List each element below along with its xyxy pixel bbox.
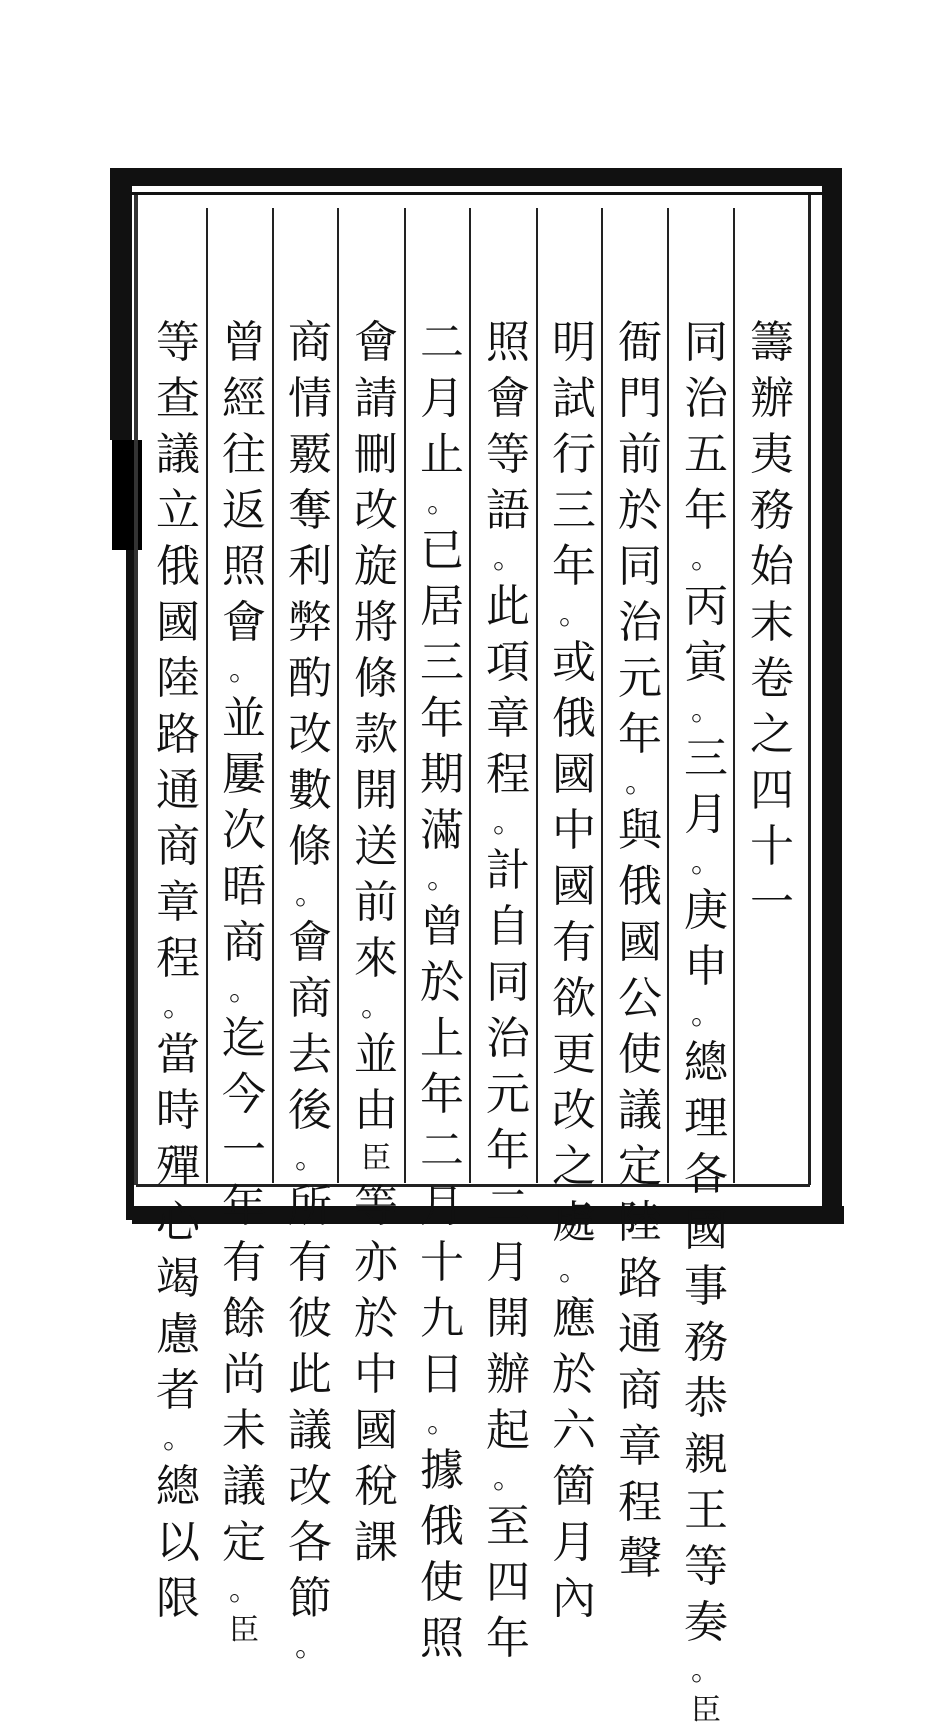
glyph: 行 bbox=[552, 429, 596, 480]
glyph: 。 bbox=[427, 861, 457, 896]
glyph: 。 bbox=[295, 1141, 325, 1176]
text-column bbox=[544, 315, 604, 1624]
glyph: 自 bbox=[486, 901, 530, 952]
glyph: 日 bbox=[420, 1349, 464, 1400]
glyph: 國 bbox=[618, 917, 662, 968]
glyph: 竭 bbox=[156, 1253, 200, 1304]
glyph: 同 bbox=[684, 317, 728, 368]
glyph: 時 bbox=[156, 1085, 200, 1136]
glyph: 或 bbox=[552, 637, 596, 688]
frame-top-border bbox=[110, 168, 840, 186]
glyph: 程 bbox=[486, 749, 530, 800]
glyph: 迄 bbox=[222, 1013, 266, 1064]
glyph: 於 bbox=[354, 1293, 398, 1344]
glyph: 課 bbox=[354, 1517, 398, 1568]
glyph: 九 bbox=[420, 1293, 464, 1344]
glyph: 改 bbox=[552, 1085, 596, 1136]
glyph: 語 bbox=[486, 485, 530, 536]
glyph: 旋 bbox=[354, 541, 398, 592]
glyph: 條 bbox=[354, 653, 398, 704]
glyph: 治 bbox=[486, 1013, 530, 1064]
glyph: 路 bbox=[618, 1253, 662, 1304]
glyph: 三 bbox=[552, 485, 596, 536]
glyph: 二 bbox=[486, 1181, 530, 1232]
glyph: 元 bbox=[486, 1069, 530, 1120]
text-column bbox=[346, 315, 406, 1568]
glyph: 項 bbox=[486, 637, 530, 688]
glyph: 居 bbox=[420, 581, 464, 632]
glyph: 情 bbox=[288, 373, 332, 424]
glyph: 等 bbox=[684, 1541, 728, 1592]
glyph: 曾 bbox=[222, 317, 266, 368]
glyph: 。 bbox=[229, 653, 259, 688]
text-column bbox=[280, 315, 340, 1664]
glyph: 年 bbox=[684, 485, 728, 536]
glyph: 至 bbox=[486, 1501, 530, 1552]
glyph: 。 bbox=[427, 485, 457, 520]
glyph: 章 bbox=[618, 1421, 662, 1472]
glyph: 改 bbox=[288, 709, 332, 760]
glyph: 彼 bbox=[288, 1293, 332, 1344]
glyph: 條 bbox=[288, 821, 332, 872]
glyph: 月 bbox=[486, 1237, 530, 1288]
glyph: 理 bbox=[684, 1093, 728, 1144]
text-column bbox=[148, 315, 208, 1624]
glyph: 心 bbox=[156, 1197, 200, 1248]
glyph: 四 bbox=[486, 1557, 530, 1608]
glyph: 。 bbox=[559, 1253, 589, 1288]
glyph: 。 bbox=[691, 1653, 721, 1688]
glyph: 公 bbox=[618, 973, 662, 1024]
glyph: 稅 bbox=[354, 1461, 398, 1512]
glyph: 議 bbox=[156, 429, 200, 480]
glyph: 會 bbox=[288, 917, 332, 968]
glyph: 數 bbox=[288, 765, 332, 816]
frame-right-inner-rule bbox=[808, 195, 811, 1185]
glyph: 國 bbox=[684, 1205, 728, 1256]
glyph: 據 bbox=[420, 1445, 464, 1496]
glyph: 王 bbox=[684, 1485, 728, 1536]
glyph: 會 bbox=[354, 317, 398, 368]
glyph: 年 bbox=[420, 1069, 464, 1120]
glyph: 俄 bbox=[618, 861, 662, 912]
glyph: 止 bbox=[420, 429, 464, 480]
glyph: 年 bbox=[222, 1181, 266, 1232]
glyph: 改 bbox=[288, 1461, 332, 1512]
glyph: 月 bbox=[420, 1181, 464, 1232]
glyph: 並 bbox=[354, 1029, 398, 1080]
glyph: 立 bbox=[156, 485, 200, 536]
glyph: 餘 bbox=[222, 1293, 266, 1344]
glyph: 各 bbox=[684, 1149, 728, 1200]
glyph: 將 bbox=[354, 597, 398, 648]
glyph: 事 bbox=[684, 1261, 728, 1312]
glyph: 返 bbox=[222, 485, 266, 536]
glyph: 使 bbox=[420, 1557, 464, 1608]
glyph: 籌 bbox=[750, 317, 794, 368]
glyph: 俄 bbox=[156, 541, 200, 592]
glyph: 計 bbox=[486, 845, 530, 896]
glyph: 。 bbox=[625, 765, 655, 800]
text-column bbox=[412, 315, 472, 1664]
glyph: 起 bbox=[486, 1405, 530, 1456]
glyph: 前 bbox=[618, 429, 662, 480]
glyph: 章 bbox=[486, 693, 530, 744]
glyph: 月 bbox=[552, 1517, 596, 1568]
glyph: 丙 bbox=[684, 581, 728, 632]
glyph: 辦 bbox=[750, 373, 794, 424]
glyph: 二 bbox=[420, 1125, 464, 1176]
glyph: 明 bbox=[552, 317, 596, 368]
glyph: 請 bbox=[354, 373, 398, 424]
glyph: 開 bbox=[486, 1293, 530, 1344]
glyph: 後 bbox=[288, 1085, 332, 1136]
glyph: 夷 bbox=[750, 429, 794, 480]
glyph: 商 bbox=[222, 917, 266, 968]
glyph: 更 bbox=[552, 1029, 596, 1080]
glyph: 俄 bbox=[420, 1501, 464, 1552]
glyph: 十 bbox=[420, 1237, 464, 1288]
glyph: 二 bbox=[420, 317, 464, 368]
glyph: 程 bbox=[618, 1477, 662, 1528]
glyph: 改 bbox=[354, 485, 398, 536]
glyph: 路 bbox=[156, 709, 200, 760]
glyph: 等 bbox=[486, 429, 530, 480]
glyph: 。 bbox=[493, 805, 523, 840]
glyph: 送 bbox=[354, 821, 398, 872]
glyph: 會 bbox=[222, 597, 266, 648]
glyph: 由 bbox=[354, 1085, 398, 1136]
glyph: 。 bbox=[295, 877, 325, 912]
glyph: 去 bbox=[288, 1029, 332, 1080]
glyph: 寅 bbox=[684, 637, 728, 688]
text-column bbox=[478, 315, 538, 1664]
glyph: 。 bbox=[691, 693, 721, 728]
glyph: 酌 bbox=[288, 653, 332, 704]
glyph: 一 bbox=[222, 1125, 266, 1176]
glyph: 衙 bbox=[618, 317, 662, 368]
glyph: 聲 bbox=[618, 1533, 662, 1584]
glyph: 上 bbox=[420, 1013, 464, 1064]
glyph: 節 bbox=[288, 1573, 332, 1624]
glyph: 。 bbox=[427, 1405, 457, 1440]
glyph: 屢 bbox=[222, 749, 266, 800]
glyph: 元 bbox=[618, 653, 662, 704]
glyph: 臣 bbox=[361, 1141, 391, 1176]
glyph: 殫 bbox=[156, 1141, 200, 1192]
glyph: 始 bbox=[750, 541, 794, 592]
glyph: 奏 bbox=[684, 1597, 728, 1648]
glyph: 使 bbox=[618, 1029, 662, 1080]
glyph: 內 bbox=[552, 1573, 596, 1624]
glyph: 經 bbox=[222, 373, 266, 424]
glyph: 議 bbox=[288, 1405, 332, 1456]
frame-left-inner-rule bbox=[134, 195, 138, 1185]
glyph: 各 bbox=[288, 1517, 332, 1568]
glyph: 年 bbox=[420, 693, 464, 744]
glyph: 期 bbox=[420, 749, 464, 800]
glyph: 欲 bbox=[552, 973, 596, 1024]
glyph: 年 bbox=[486, 1613, 530, 1664]
glyph: 當 bbox=[156, 1029, 200, 1080]
glyph: 。 bbox=[229, 973, 259, 1008]
glyph: 一 bbox=[750, 877, 794, 928]
glyph: 箇 bbox=[552, 1461, 596, 1512]
glyph: 六 bbox=[552, 1405, 596, 1456]
glyph: 奪 bbox=[288, 485, 332, 536]
glyph: 庚 bbox=[684, 885, 728, 936]
glyph: 四 bbox=[750, 765, 794, 816]
glyph: 。 bbox=[493, 541, 523, 576]
glyph: 通 bbox=[618, 1309, 662, 1360]
glyph: 來 bbox=[354, 933, 398, 984]
glyph: 。 bbox=[493, 1461, 523, 1496]
glyph: 滿 bbox=[420, 805, 464, 856]
glyph: 開 bbox=[354, 765, 398, 816]
glyph: 亦 bbox=[354, 1237, 398, 1288]
glyph: 親 bbox=[684, 1429, 728, 1480]
glyph: 年 bbox=[552, 541, 596, 592]
glyph: 慮 bbox=[156, 1309, 200, 1360]
glyph: 中 bbox=[552, 805, 596, 856]
glyph: 辦 bbox=[486, 1349, 530, 1400]
glyph: 門 bbox=[618, 373, 662, 424]
glyph: 年 bbox=[618, 709, 662, 760]
frame-right-border bbox=[822, 168, 842, 1224]
glyph: 已 bbox=[420, 525, 464, 576]
volume-title-column bbox=[742, 315, 802, 1175]
glyph: 於 bbox=[420, 957, 464, 1008]
text-column bbox=[610, 315, 670, 1584]
glyph: 陸 bbox=[618, 1197, 662, 1248]
glyph: 應 bbox=[552, 1293, 596, 1344]
glyph: 。 bbox=[295, 1629, 325, 1664]
glyph: 前 bbox=[354, 877, 398, 928]
glyph: 刪 bbox=[354, 429, 398, 480]
glyph: 末 bbox=[750, 597, 794, 648]
glyph: 限 bbox=[156, 1573, 200, 1624]
glyph: 。 bbox=[691, 541, 721, 576]
glyph: 往 bbox=[222, 429, 266, 480]
glyph: 年 bbox=[486, 1125, 530, 1176]
glyph: 定 bbox=[618, 1141, 662, 1192]
glyph: 與 bbox=[618, 805, 662, 856]
glyph: 恭 bbox=[684, 1373, 728, 1424]
glyph: 款 bbox=[354, 709, 398, 760]
glyph: 國 bbox=[552, 749, 596, 800]
text-column bbox=[676, 315, 736, 1728]
glyph: 有 bbox=[288, 1237, 332, 1288]
glyph: 議 bbox=[618, 1085, 662, 1136]
glyph: 利 bbox=[288, 541, 332, 592]
glyph: 覈 bbox=[288, 429, 332, 480]
glyph: 查 bbox=[156, 373, 200, 424]
glyph: 國 bbox=[552, 861, 596, 912]
glyph: 總 bbox=[156, 1461, 200, 1512]
glyph: 三 bbox=[420, 637, 464, 688]
glyph: 。 bbox=[163, 1421, 193, 1456]
glyph: 並 bbox=[222, 693, 266, 744]
glyph: 有 bbox=[552, 917, 596, 968]
glyph: 商 bbox=[288, 973, 332, 1024]
glyph: 等 bbox=[156, 317, 200, 368]
glyph: 尚 bbox=[222, 1349, 266, 1400]
glyph: 。 bbox=[691, 997, 721, 1032]
glyph: 國 bbox=[156, 597, 200, 648]
glyph: 程 bbox=[156, 933, 200, 984]
glyph: 國 bbox=[354, 1405, 398, 1456]
glyph: 務 bbox=[684, 1317, 728, 1368]
glyph: 。 bbox=[559, 597, 589, 632]
glyph: 務 bbox=[750, 485, 794, 536]
glyph: 通 bbox=[156, 765, 200, 816]
glyph: 等 bbox=[354, 1181, 398, 1232]
glyph: 總 bbox=[684, 1037, 728, 1088]
glyph: 治 bbox=[684, 373, 728, 424]
glyph: 治 bbox=[618, 597, 662, 648]
glyph: 。 bbox=[229, 1573, 259, 1608]
glyph: 中 bbox=[354, 1349, 398, 1400]
frame-top-inner-rule bbox=[110, 192, 822, 195]
glyph: 同 bbox=[486, 957, 530, 1008]
glyph: 之 bbox=[552, 1141, 596, 1192]
glyph: 試 bbox=[552, 373, 596, 424]
glyph: 所 bbox=[288, 1181, 332, 1232]
glyph: 十 bbox=[750, 821, 794, 872]
glyph: 商 bbox=[288, 317, 332, 368]
glyph: 俄 bbox=[552, 693, 596, 744]
glyph: 申 bbox=[684, 941, 728, 992]
glyph: 以 bbox=[156, 1517, 200, 1568]
glyph: 照 bbox=[222, 541, 266, 592]
glyph: 此 bbox=[486, 581, 530, 632]
glyph: 。 bbox=[163, 989, 193, 1024]
frame-left-border-bottom bbox=[126, 550, 134, 1220]
glyph: 章 bbox=[156, 877, 200, 928]
glyph: 同 bbox=[618, 541, 662, 592]
glyph: 之 bbox=[750, 709, 794, 760]
glyph: 。 bbox=[361, 989, 391, 1024]
frame-left-border-top bbox=[110, 168, 132, 440]
glyph: 弊 bbox=[288, 597, 332, 648]
glyph: 今 bbox=[222, 1069, 266, 1120]
glyph: 三 bbox=[684, 733, 728, 784]
glyph: 次 bbox=[222, 805, 266, 856]
glyph: 曾 bbox=[420, 901, 464, 952]
glyph: 臣 bbox=[691, 1693, 721, 1728]
glyph: 照 bbox=[420, 1613, 464, 1664]
glyph: 有 bbox=[222, 1237, 266, 1288]
glyph: 未 bbox=[222, 1405, 266, 1456]
glyph: 會 bbox=[486, 373, 530, 424]
glyph: 陸 bbox=[156, 653, 200, 704]
glyph: 五 bbox=[684, 429, 728, 480]
glyph: 於 bbox=[552, 1349, 596, 1400]
glyph: 定 bbox=[222, 1517, 266, 1568]
glyph: 。 bbox=[691, 845, 721, 880]
glyph: 商 bbox=[156, 821, 200, 872]
glyph: 卷 bbox=[750, 653, 794, 704]
glyph: 者 bbox=[156, 1365, 200, 1416]
glyph: 處 bbox=[552, 1197, 596, 1248]
glyph: 月 bbox=[684, 789, 728, 840]
glyph: 議 bbox=[222, 1461, 266, 1512]
glyph: 晤 bbox=[222, 861, 266, 912]
glyph: 此 bbox=[288, 1349, 332, 1400]
glyph: 月 bbox=[420, 373, 464, 424]
glyph: 商 bbox=[618, 1365, 662, 1416]
glyph: 照 bbox=[486, 317, 530, 368]
glyph: 於 bbox=[618, 485, 662, 536]
text-column bbox=[214, 315, 274, 1648]
glyph: 臣 bbox=[229, 1613, 259, 1648]
